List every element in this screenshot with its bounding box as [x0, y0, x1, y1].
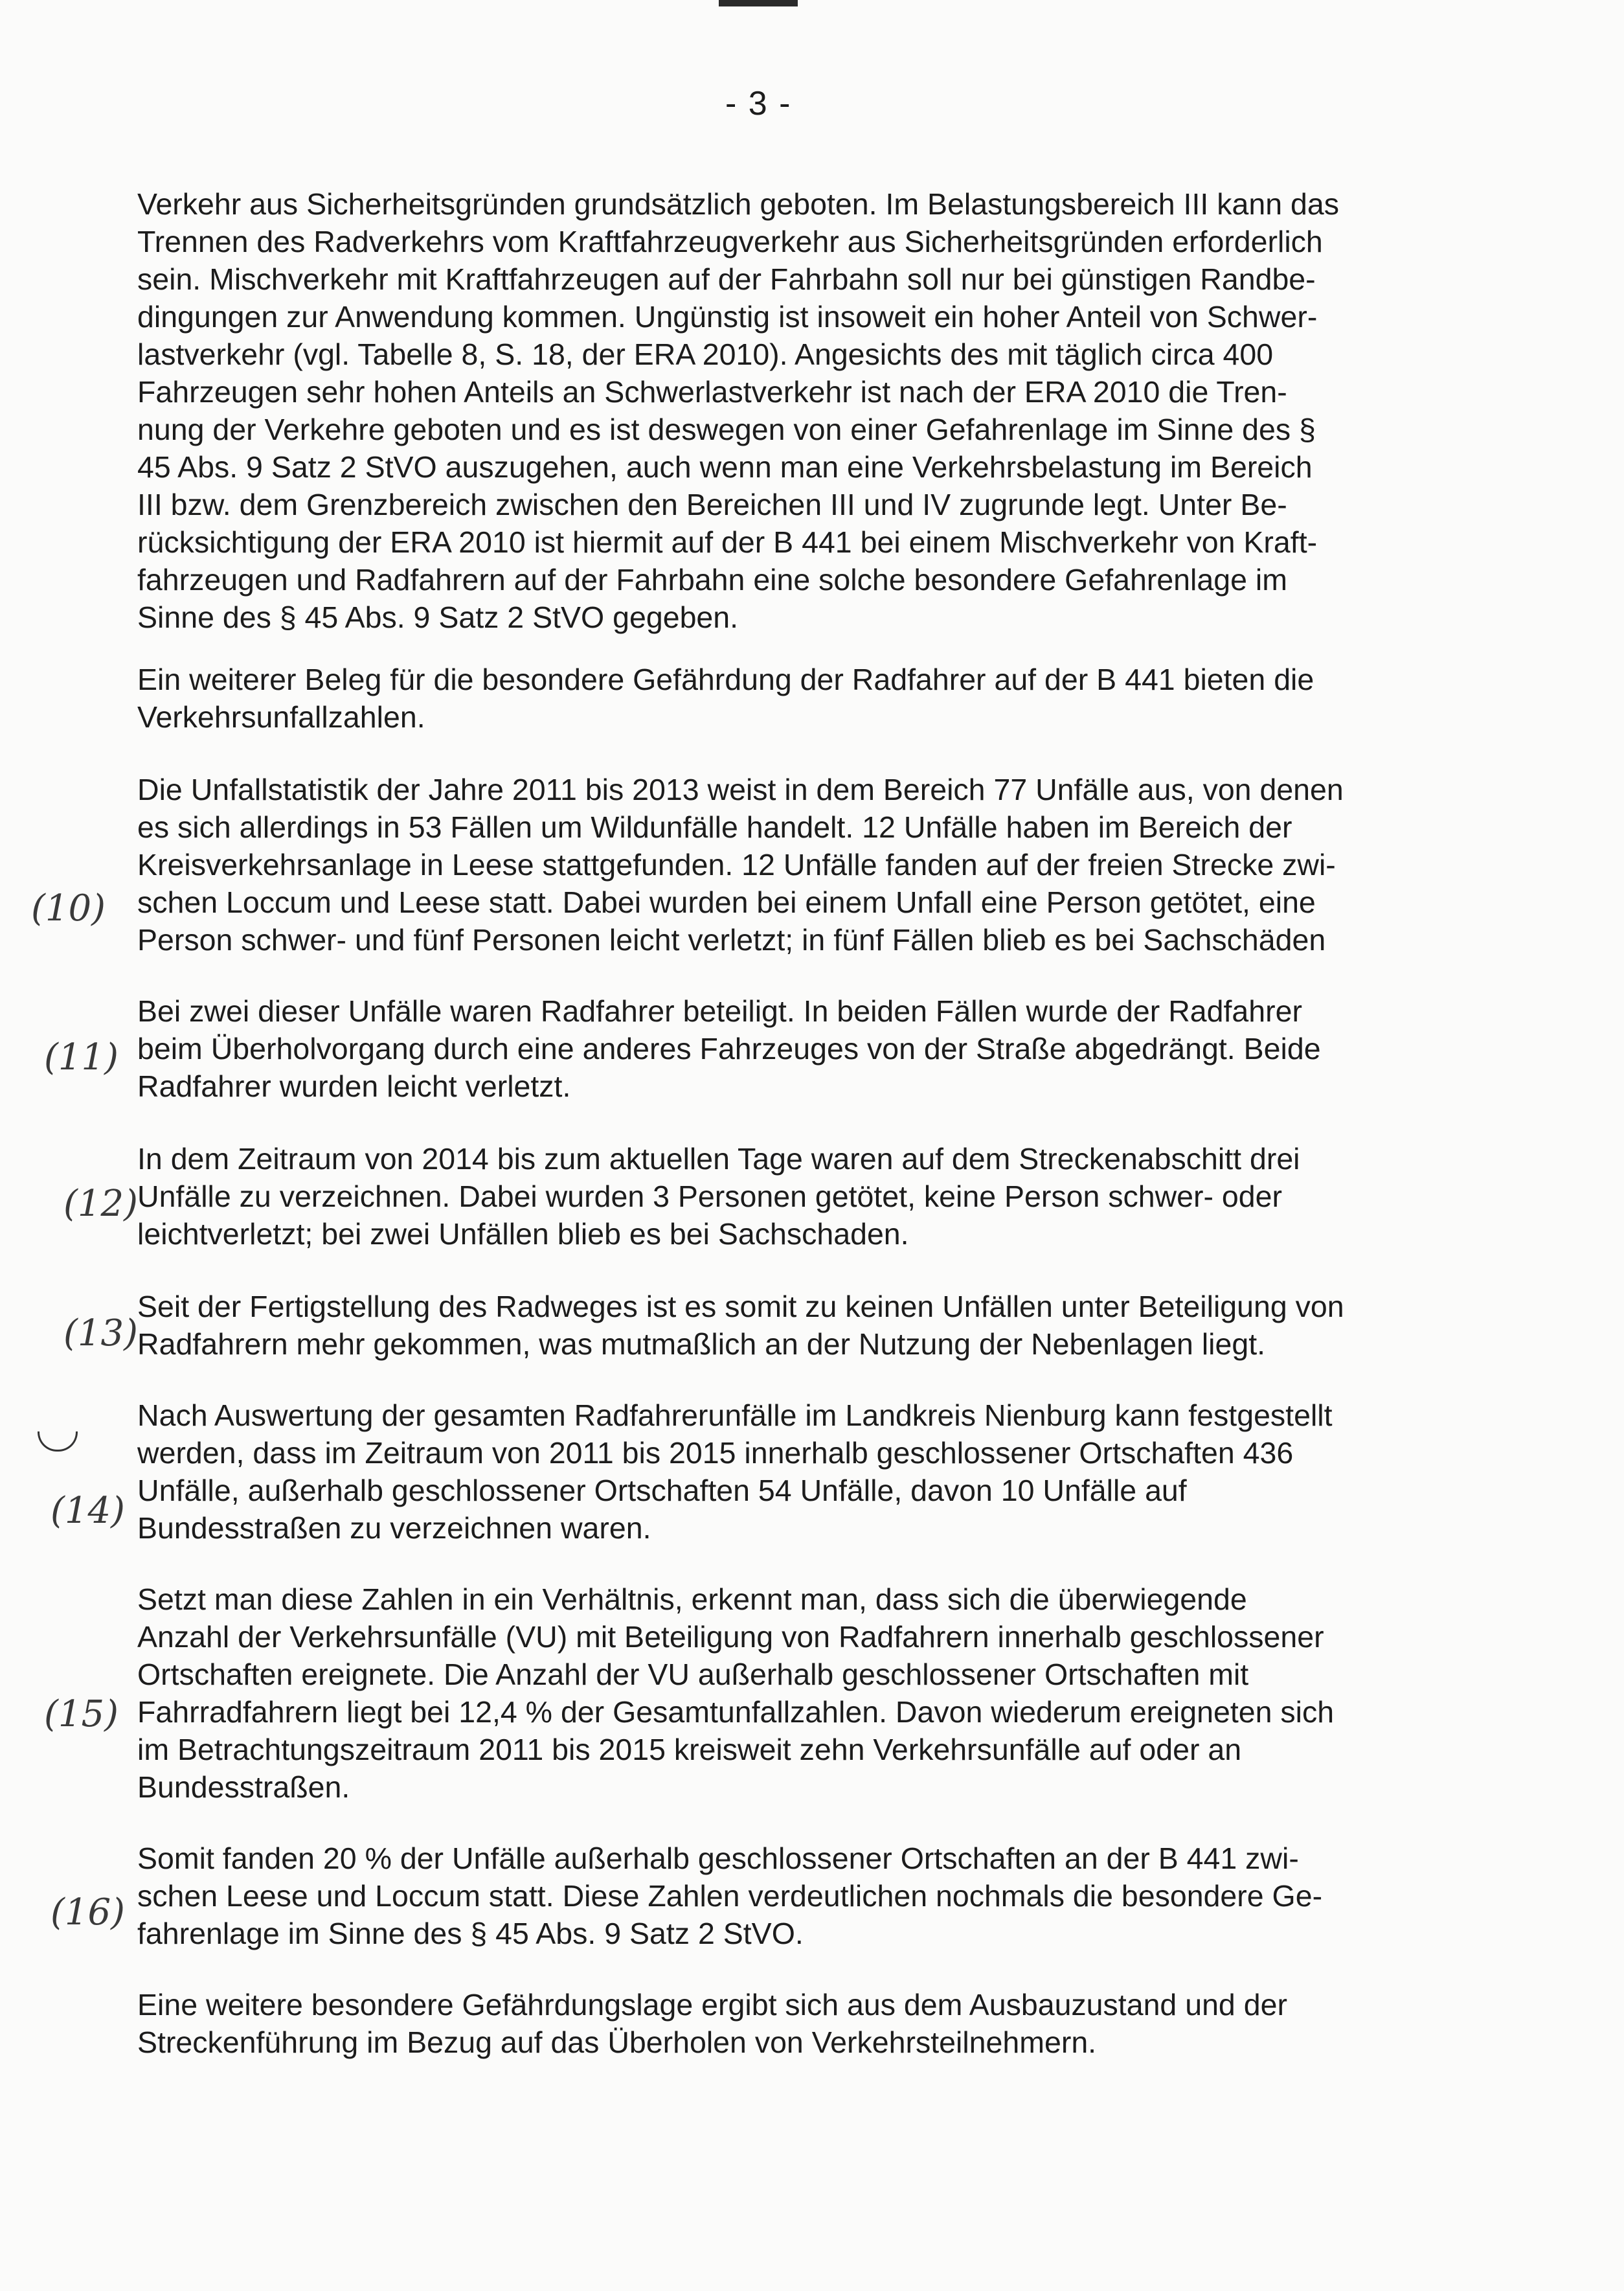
text-line: dingungen zur Anwendung kommen. Ungünstig ist insoweit ein hoher Anteil von Schwer-: [137, 300, 1318, 334]
text-line: Anzahl der Verkehrsunfälle (VU) mit Beteiligung von Radfahrern innerhalb geschlossener: [137, 1620, 1324, 1654]
text-line: Somit fanden 20 % der Unfälle außerhalb geschlossener Ortschaften an der B 441 zwi-: [137, 1841, 1299, 1875]
text-line: Bundesstraßen.: [137, 1770, 350, 1804]
text-line: im Betrachtungszeitraum 2011 bis 2015 kreisweit zehn Verkehrsunfälle auf oder an: [137, 1733, 1242, 1766]
margin-note-14: (14): [51, 1490, 125, 1532]
paragraph-5: [137, 1140, 1432, 1253]
paragraph-6: [137, 1288, 1432, 1363]
text-line: Radfahrern mehr gekommen, was mutmaßlich an der Nutzung der Nebenlagen liegt.: [137, 1327, 1266, 1361]
paragraph-3: [137, 771, 1432, 959]
text-line: sein. Mischverkehr mit Kraftfahrzeugen auf der Fahrbahn soll nur bei günstigen Randbe-: [137, 262, 1316, 296]
text-line: rücksichtigung der ERA 2010 ist hiermit auf der B 441 bei einem Mischverkehr von Kraft-: [137, 525, 1318, 559]
margin-note-15: (15): [44, 1693, 118, 1735]
text-line: Kreisverkehrsanlage in Leese stattgefunden. 12 Unfälle fanden auf der freien Strecke zwi-: [137, 848, 1336, 882]
text-line: Nach Auswertung der gesamten Radfahrerunfälle im Landkreis Nienburg kann festgestellt: [137, 1398, 1333, 1432]
text-line: Bundesstraßen zu verzeichnen waren.: [137, 1511, 651, 1545]
margin-note-16: (16): [51, 1891, 125, 1933]
text-line: Person schwer- und fünf Personen leicht verletzt; in fünf Fällen blieb es bei Sachschäden: [137, 923, 1326, 957]
margin-note-10: (10): [31, 887, 106, 929]
margin-note-11: (11): [44, 1036, 118, 1078]
paragraph-9: [137, 1840, 1432, 1952]
top-edge-mark: [719, 0, 798, 6]
text-line: werden, dass im Zeitraum von 2011 bis 2015 innerhalb geschlossener Ortschaften 436: [137, 1436, 1294, 1470]
text-line: Verkehr aus Sicherheitsgründen grundsätzlich geboten. Im Belastungsbereich III kann das: [137, 187, 1339, 221]
text-line: Verkehrsunfallzahlen.: [137, 700, 425, 734]
text-line: Ortschaften ereignete. Die Anzahl der VU außerhalb geschlossener Ortschaften mit: [137, 1658, 1249, 1691]
paragraph-2: [137, 661, 1432, 736]
margin-note-12: (12): [63, 1183, 138, 1225]
text-line: Streckenführung im Bezug auf das Überholen von Verkehrsteilnehmern.: [137, 2025, 1097, 2059]
page-number: - 3 -: [725, 85, 792, 122]
text-line: Ein weiterer Beleg für die besondere Gefährdung der Radfahrer auf der B 441 bieten die: [137, 663, 1314, 696]
text-line: nung der Verkehre geboten und es ist deswegen von einer Gefahrenlage im Sinne des §: [137, 413, 1316, 446]
text-line: III bzw. dem Grenzbereich zwischen den Bereichen III und IV zugrunde legt. Unter Be-: [137, 488, 1287, 521]
paragraph-4: [137, 992, 1432, 1105]
margin-note-13: (13): [63, 1312, 138, 1354]
paragraph-8: [137, 1580, 1432, 1806]
check-mark: [38, 1431, 78, 1452]
text-line: Unfälle, außerhalb geschlossener Ortschaften 54 Unfälle, davon 10 Unfälle auf: [137, 1474, 1187, 1507]
text-line: 45 Abs. 9 Satz 2 StVO auszugehen, auch wenn man eine Verkehrsbelastung im Bereich: [137, 450, 1313, 484]
text-line: Die Unfallstatistik der Jahre 2011 bis 2013 weist in dem Bereich 77 Unfälle aus, von denen: [137, 773, 1344, 806]
paragraph-1: [137, 185, 1432, 636]
paragraph-7: [137, 1396, 1432, 1547]
paragraph-10: [137, 1986, 1432, 2061]
text-line: schen Leese und Loccum statt. Diese Zahlen verdeutlichen nochmals die besondere Ge-: [137, 1879, 1323, 1913]
text-line: Radfahrer wurden leicht verletzt.: [137, 1069, 571, 1103]
text-line: Sinne des § 45 Abs. 9 Satz 2 StVO gegeben.: [137, 600, 739, 634]
text-line: leichtverletzt; bei zwei Unfällen blieb es bei Sachschaden.: [137, 1217, 909, 1251]
text-line: es sich allerdings in 53 Fällen um Wildunfälle handelt. 12 Unfälle haben im Bereich der: [137, 810, 1292, 844]
text-line: Eine weitere besondere Gefährdungslage ergibt sich aus dem Ausbauzustand und der: [137, 1988, 1287, 2022]
text-line: Fahrzeugen sehr hohen Anteils an Schwerlastverkehr ist nach der ERA 2010 die Tren-: [137, 375, 1287, 409]
text-line: Seit der Fertigstellung des Radweges ist es somit zu keinen Unfällen unter Beteiligung von: [137, 1290, 1344, 1323]
text-line: lastverkehr (vgl. Tabelle 8, S. 18, der ERA 2010). Angesichts des mit täglich circa 400: [137, 337, 1274, 371]
text-line: beim Überholvorgang durch eine anderes Fahrzeuges von der Straße abgedrängt. Beide: [137, 1032, 1321, 1066]
text-line: schen Loccum und Leese statt. Dabei wurden bei einem Unfall eine Person getötet, eine: [137, 885, 1316, 919]
text-line: In dem Zeitraum von 2014 bis zum aktuellen Tage waren auf dem Streckenabschitt drei: [137, 1142, 1300, 1176]
text-line: Unfälle zu verzeichnen. Dabei wurden 3 Personen getötet, keine Person schwer- oder: [137, 1180, 1282, 1213]
text-line: Setzt man diese Zahlen in ein Verhältnis, erkennt man, dass sich die überwiegende: [137, 1582, 1247, 1616]
text-line: Trennen des Radverkehrs vom Kraftfahrzeugverkehr aus Sicherheitsgründen erforderlich: [137, 225, 1323, 258]
text-line: Bei zwei dieser Unfälle waren Radfahrer beteiligt. In beiden Fällen wurde der Radfahrer: [137, 994, 1302, 1028]
text-line: fahrenlage im Sinne des § 45 Abs. 9 Satz 2 StVO.: [137, 1917, 804, 1950]
text-line: fahrzeugen und Radfahrern auf der Fahrbahn eine solche besondere Gefahrenlage im: [137, 563, 1287, 597]
text-line: Fahrradfahrern liegt bei 12,4 % der Gesamtunfallzahlen. Davon wiederum ereigneten sich: [137, 1695, 1335, 1729]
